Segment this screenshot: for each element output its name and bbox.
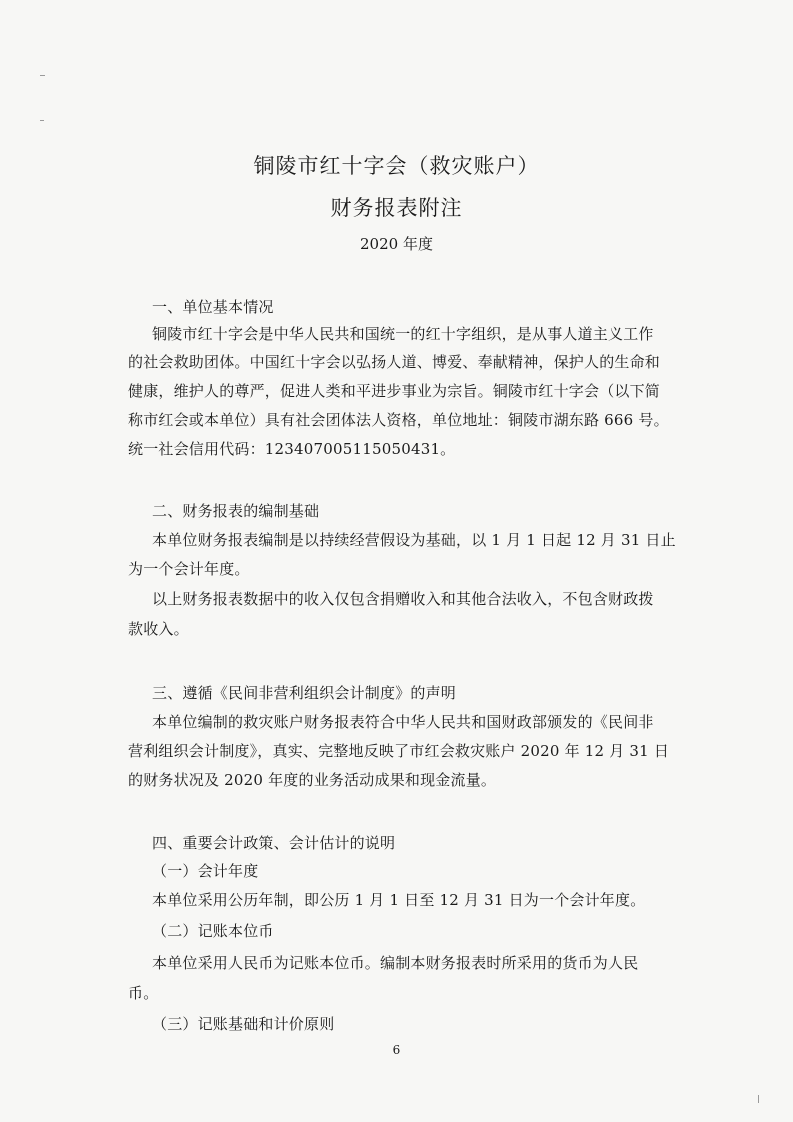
section-heading: 一、单位基本情况 bbox=[152, 298, 274, 316]
scan-mark bbox=[40, 120, 44, 121]
paragraph-line: 以上财务报表数据中的收入仅包含捐赠收入和其他合法收入，不包含财政拨 bbox=[152, 590, 654, 608]
paragraph-line: 本单位采用公历年制，即公历 1 月 1 日至 12 月 31 日为一个会计年度。 bbox=[152, 891, 646, 909]
paragraph-line: 本单位编制的救灾账户财务报表符合中华人民共和国财政部颁发的《民间非 bbox=[152, 713, 654, 731]
paragraph-line: 款收入。 bbox=[128, 620, 189, 638]
subsection-heading: （二）记账本位币 bbox=[152, 922, 274, 940]
report-year: 2020 年度 bbox=[360, 235, 433, 253]
section-heading: 三、遵循《民间非营利组织会计制度》的声明 bbox=[152, 684, 457, 702]
paragraph-line: 称市红会或本单位）具有社会团体法人资格，单位地址：铜陵市湖东路 666 号。 bbox=[128, 411, 669, 429]
document-subtitle: 财务报表附注 bbox=[330, 196, 463, 220]
subsection-heading: （一）会计年度 bbox=[152, 862, 259, 880]
page-number: 6 bbox=[392, 1043, 401, 1057]
paragraph-line: 的社会救助团体。中国红十字会以弘扬人道、博爱、奉献精神，保护人的生命和 bbox=[128, 353, 661, 371]
section-heading: 二、财务报表的编制基础 bbox=[152, 502, 320, 520]
paragraph-line: 本单位财务报表编制是以持续经营假设为基础，以 1 月 1 日起 12 月 31 日止 bbox=[152, 531, 676, 549]
paragraph-line: 币。 bbox=[128, 984, 159, 1002]
scan-mark bbox=[758, 1095, 759, 1103]
paragraph-line: 营利组织会计制度》，真实、完整地反映了市红会救灾账户 2020 年 12 月 31 日 bbox=[128, 742, 670, 760]
paragraph-line: 统一社会信用代码：123407005115050431。 bbox=[128, 440, 456, 458]
paragraph-line: 为一个会计年度。 bbox=[128, 560, 250, 578]
scan-mark bbox=[40, 75, 45, 76]
document-title: 铜陵市红十字会（救灾账户） bbox=[253, 154, 540, 178]
section-heading: 四、重要会计政策、会计估计的说明 bbox=[152, 834, 396, 852]
paragraph-line: 本单位采用人民币为记账本位币。编制本财务报表时所采用的货币为人民 bbox=[152, 954, 639, 972]
paragraph-line: 的财务状况及 2020 年度的业务活动成果和现金流量。 bbox=[128, 771, 497, 789]
paragraph-line: 健康，维护人的尊严，促进人类和平进步事业为宗旨。铜陵市红十字会（以下简 bbox=[128, 382, 661, 400]
subsection-heading: （三）记账基础和计价原则 bbox=[152, 1015, 335, 1033]
paragraph-line: 铜陵市红十字会是中华人民共和国统一的红十字组织，是从事人道主义工作 bbox=[152, 325, 654, 343]
